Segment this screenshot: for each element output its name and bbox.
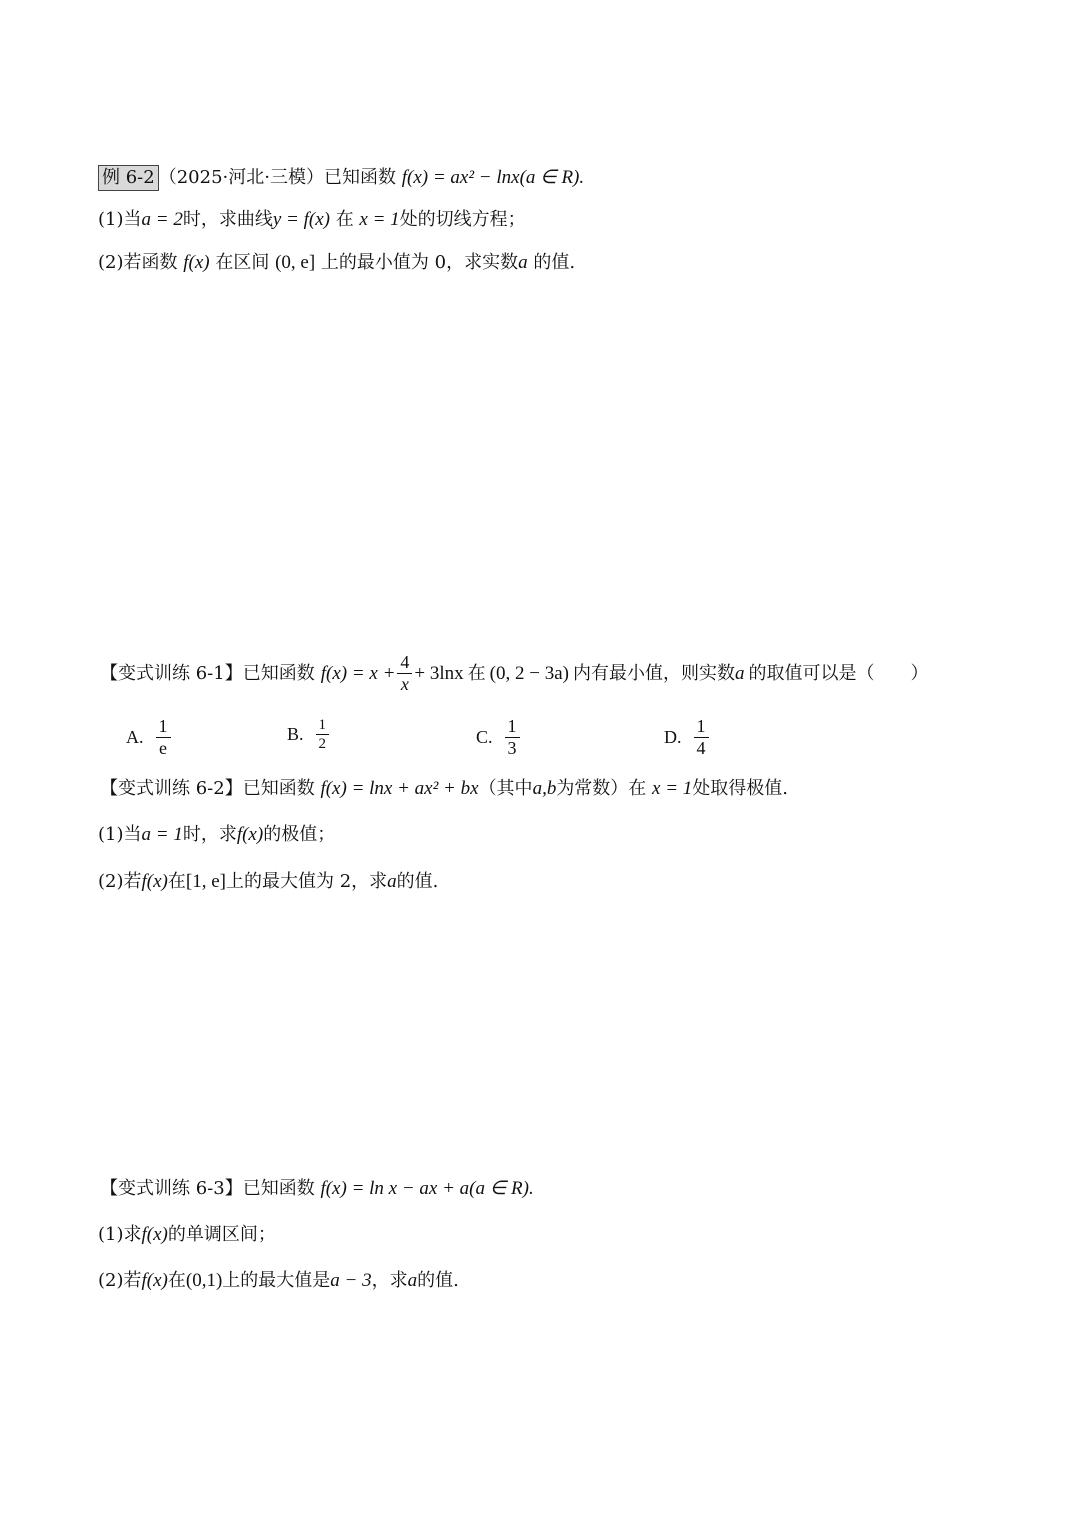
variant-6-2-part-2: (2)若f(x)在[1, e]上的最大值为 2，求a的值. bbox=[98, 871, 439, 892]
example-6-2-part-1: (1)当a = 2时，求曲线y = f(x) 在 x = 1处的切线方程； bbox=[98, 209, 526, 230]
variant-6-3-part-1: (1)求f(x)的单调区间； bbox=[98, 1224, 276, 1245]
variant-6-2-part-1: (1)当a = 1时，求f(x)的极值； bbox=[98, 824, 336, 845]
function-formula: f(x) = ax² − lnx(a ∈ R). bbox=[401, 167, 585, 188]
example-badge: 例 6-2 bbox=[98, 165, 159, 191]
variant-6-3-part-2: (2)若f(x)在(0,1)上的最大值是a − 3，求a的值. bbox=[98, 1270, 459, 1291]
example-6-2-stem bbox=[98, 165, 584, 191]
option-b[interactable]: B. $\frac{1}{2}$ bbox=[287, 716, 331, 753]
option-c[interactable]: C. $\frac{1}{3}$ bbox=[476, 716, 522, 759]
option-d[interactable]: D. $\frac{1}{4}$ bbox=[664, 716, 711, 759]
problem-source: （2025·河北·三模）已知函数 bbox=[158, 167, 396, 188]
variant-6-1-stem: 【变式训练 6-1】已知函数 f(x) = x + $\frac{4}{x}$ + 3lnx 在 (0, 2 − 3a) 内有最小值，则实数 a 的取值可以是（ ） bbox=[100, 652, 929, 694]
variant-6-3-stem: 【变式训练 6-3】已知函数 f(x) = ln x − ax + a(a ∈ R). bbox=[100, 1178, 534, 1199]
example-6-2-part-2: (2)若函数 f(x) 在区间 (0, e] 上的最小值为 0，求实数a 的值. bbox=[98, 252, 576, 273]
variant-6-2-stem: 【变式训练 6-2】已知函数 f(x) = lnx + ax² + bx（其中a,b为常数）在 x = 1处取得极值. bbox=[100, 778, 789, 799]
fraction-4-over-x: $\frac{4}{x}$ bbox=[397, 652, 412, 695]
option-a[interactable]: A. $\frac{1}{e}$ bbox=[126, 716, 173, 759]
